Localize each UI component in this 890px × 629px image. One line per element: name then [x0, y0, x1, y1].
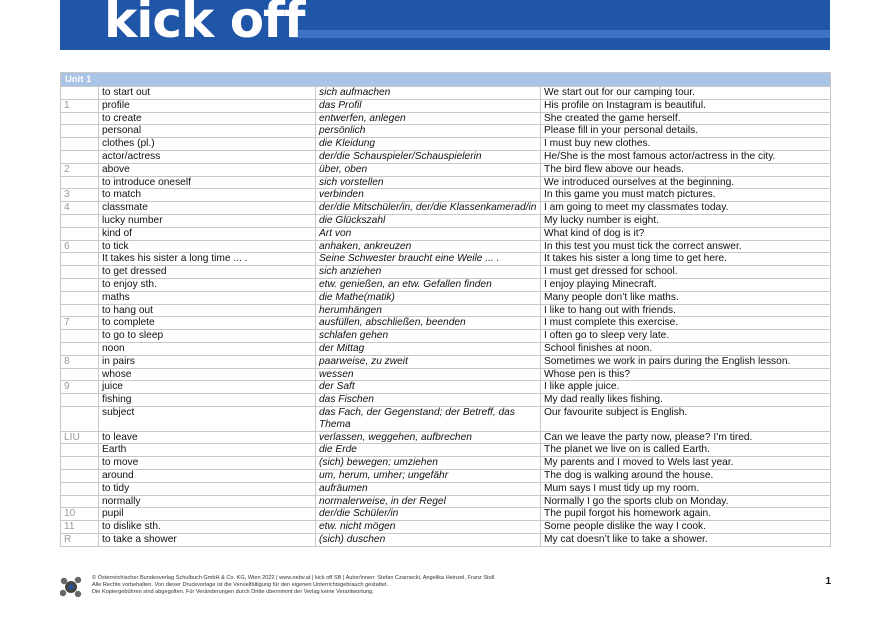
page-reference — [61, 138, 99, 151]
page-reference — [61, 469, 99, 482]
english-term: actor/actress — [99, 150, 316, 163]
german-translation: die Mathe(matik) — [316, 291, 541, 304]
example-sentence: He/She is the most famous actor/actress in the city. — [541, 150, 831, 163]
example-sentence: Normally I go the sports club on Monday. — [541, 495, 831, 508]
german-translation: schlafen gehen — [316, 330, 541, 343]
table-row — [61, 176, 831, 189]
page-reference — [61, 227, 99, 240]
english-term: to tidy — [99, 482, 316, 495]
english-term: fishing — [99, 394, 316, 407]
german-translation: (sich) bewegen; umziehen — [316, 457, 541, 470]
table-row — [61, 495, 831, 508]
english-term: to take a shower — [99, 533, 316, 546]
example-sentence: The planet we live on is called Earth. — [541, 444, 831, 457]
english-term: noon — [99, 342, 316, 355]
page-reference — [61, 176, 99, 189]
page-number: 1 — [825, 576, 831, 587]
header-banner — [60, 0, 830, 50]
table-row — [61, 368, 831, 381]
english-term: to dislike sth. — [99, 521, 316, 534]
example-sentence: The dog is walking around the house. — [541, 469, 831, 482]
example-sentence: My dad really likes fishing. — [541, 394, 831, 407]
english-term: to complete — [99, 317, 316, 330]
german-translation: persönlich — [316, 125, 541, 138]
example-sentence: I enjoy playing Minecraft. — [541, 278, 831, 291]
example-sentence: His profile on Instagram is beautiful. — [541, 99, 831, 112]
german-translation: herumhängen — [316, 304, 541, 317]
english-term: juice — [99, 381, 316, 394]
english-term: to go to sleep — [99, 330, 316, 343]
german-translation: um, herum, umher; ungefähr — [316, 469, 541, 482]
english-term: subject — [99, 406, 316, 431]
english-term: normally — [99, 495, 316, 508]
table-row — [61, 469, 831, 482]
english-term: to enjoy sth. — [99, 278, 316, 291]
banner-title: kick off — [104, 0, 305, 49]
example-sentence: We introduced ourselves at the beginning. — [541, 176, 831, 189]
english-term: to start out — [99, 87, 316, 100]
example-sentence: It takes his sister a long time to get here. — [541, 253, 831, 266]
table-row — [61, 202, 831, 215]
page-reference — [61, 214, 99, 227]
table-row — [61, 99, 831, 112]
page-reference — [61, 457, 99, 470]
english-term: classmate — [99, 202, 316, 215]
footer-copyright: © Österreichischer Bundesverlag Schulbuch GmbH & Co. KG, Wien 2022 | www.oebv.at | kick off SB | Autor/innen: Stefan Czarnecki, Angelika Heinzel, Franz Stoll — [92, 575, 495, 581]
page-reference — [61, 266, 99, 279]
english-term: to introduce oneself — [99, 176, 316, 189]
table-row — [61, 125, 831, 138]
table-row — [61, 163, 831, 176]
example-sentence: Our favourite subject is English. — [541, 406, 831, 431]
table-row — [61, 240, 831, 253]
english-term: in pairs — [99, 355, 316, 368]
table-row — [61, 253, 831, 266]
table-row — [61, 355, 831, 368]
example-sentence: What kind of dog is it? — [541, 227, 831, 240]
example-sentence: I must buy new clothes. — [541, 138, 831, 151]
page-reference — [61, 495, 99, 508]
example-sentence: Can we leave the party now, please? I’m tired. — [541, 431, 831, 444]
vocabulary-table — [60, 86, 831, 547]
table-row — [61, 112, 831, 125]
example-sentence: In this test you must tick the correct answer. — [541, 240, 831, 253]
table-row — [61, 278, 831, 291]
table-row — [61, 406, 831, 431]
page-reference — [61, 87, 99, 100]
example-sentence: I like apple juice. — [541, 381, 831, 394]
banner-stripe — [290, 30, 830, 38]
german-translation: etw. nicht mögen — [316, 521, 541, 534]
table-row — [61, 138, 831, 151]
german-translation: die Kleidung — [316, 138, 541, 151]
german-translation: der Saft — [316, 381, 541, 394]
english-term: to leave — [99, 431, 316, 444]
page-reference — [61, 125, 99, 138]
example-sentence: Please fill in your personal details. — [541, 125, 831, 138]
german-translation: sich vorstellen — [316, 176, 541, 189]
page-reference — [61, 444, 99, 457]
table-row — [61, 227, 831, 240]
german-translation: aufräumen — [316, 482, 541, 495]
german-translation: das Profil — [316, 99, 541, 112]
example-sentence: Sometimes we work in pairs during the English lesson. — [541, 355, 831, 368]
german-translation: Seine Schwester braucht eine Weile ... . — [316, 253, 541, 266]
vocabulary-list — [60, 72, 831, 547]
example-sentence: We start out for our camping tour. — [541, 87, 831, 100]
english-term: to create — [99, 112, 316, 125]
page-reference — [61, 112, 99, 125]
page-reference — [61, 330, 99, 343]
unit-header: Unit 1 — [60, 72, 831, 86]
german-translation: anhaken, ankreuzen — [316, 240, 541, 253]
example-sentence: In this game you must match pictures. — [541, 189, 831, 202]
german-translation: das Fischen — [316, 394, 541, 407]
english-term: It takes his sister a long time ... . — [99, 253, 316, 266]
page-reference: LIU — [61, 431, 99, 444]
german-translation: etw. genießen, an etw. Gefallen finden — [316, 278, 541, 291]
table-row — [61, 214, 831, 227]
german-translation: wessen — [316, 368, 541, 381]
english-term: maths — [99, 291, 316, 304]
english-term: above — [99, 163, 316, 176]
german-translation: (sich) duschen — [316, 533, 541, 546]
table-row — [61, 508, 831, 521]
example-sentence: My parents and I moved to Wels last year. — [541, 457, 831, 470]
german-translation: das Fach, der Gegenstand; der Betreff, das Thema — [316, 406, 541, 431]
page-reference — [61, 394, 99, 407]
german-translation: paarweise, zu zweit — [316, 355, 541, 368]
german-translation: Art von — [316, 227, 541, 240]
page-reference: 9 — [61, 381, 99, 394]
english-term: whose — [99, 368, 316, 381]
german-translation: verbinden — [316, 189, 541, 202]
table-row — [61, 521, 831, 534]
english-term: profile — [99, 99, 316, 112]
page-reference: 7 — [61, 317, 99, 330]
page-reference — [61, 406, 99, 431]
example-sentence: My cat doesn’t like to take a shower. — [541, 533, 831, 546]
german-translation: die Glückszahl — [316, 214, 541, 227]
page-reference — [61, 291, 99, 304]
german-translation: der/die Schauspieler/Schauspielerin — [316, 150, 541, 163]
example-sentence: She created the game herself. — [541, 112, 831, 125]
vocabulary-table-body — [61, 87, 831, 547]
table-row — [61, 304, 831, 317]
table-row — [61, 317, 831, 330]
page-reference — [61, 304, 99, 317]
example-sentence: I must complete this exercise. — [541, 317, 831, 330]
example-sentence: The bird flew above our heads. — [541, 163, 831, 176]
english-term: personal — [99, 125, 316, 138]
footer — [60, 573, 831, 603]
example-sentence: I like to hang out with friends. — [541, 304, 831, 317]
page-reference: 2 — [61, 163, 99, 176]
footer-rights: Alle Rechte vorbehalten. Von dieser Druckvorlage ist die Vervielfältigung für den eigenen Unterrichtsgebrauch gestattet. — [92, 582, 389, 589]
german-translation: über, oben — [316, 163, 541, 176]
example-sentence: Mum says I must tidy up my room. — [541, 482, 831, 495]
german-translation: normalerweise, in der Regel — [316, 495, 541, 508]
page-reference: 6 — [61, 240, 99, 253]
english-term: to hang out — [99, 304, 316, 317]
english-term: kind of — [99, 227, 316, 240]
example-sentence: School finishes at noon. — [541, 342, 831, 355]
example-sentence: My lucky number is eight. — [541, 214, 831, 227]
page-reference — [61, 482, 99, 495]
english-term: around — [99, 469, 316, 482]
table-row — [61, 533, 831, 546]
german-translation: verlassen, weggehen, aufbrechen — [316, 431, 541, 444]
page-reference — [61, 278, 99, 291]
table-row — [61, 189, 831, 202]
table-row — [61, 431, 831, 444]
page-reference: 11 — [61, 521, 99, 534]
english-term: to match — [99, 189, 316, 202]
english-term: to get dressed — [99, 266, 316, 279]
table-row — [61, 291, 831, 304]
table-row — [61, 457, 831, 470]
english-term: to tick — [99, 240, 316, 253]
example-sentence: I am going to meet my classmates today. — [541, 202, 831, 215]
german-translation: sich aufmachen — [316, 87, 541, 100]
footer-text — [92, 575, 792, 597]
german-translation: die Erde — [316, 444, 541, 457]
english-term: clothes (pl.) — [99, 138, 316, 151]
page-reference — [61, 368, 99, 381]
table-row — [61, 381, 831, 394]
page-reference: 1 — [61, 99, 99, 112]
footer-disclaimer: Die Kopiergebühren sind abgegolten. Für Veränderungen durch Dritte übernimmt der Verlag keine Verantwortung. — [92, 589, 374, 596]
table-row — [61, 330, 831, 343]
german-translation: der/die Schüler/in — [316, 508, 541, 521]
page-reference: R — [61, 533, 99, 546]
german-translation: entwerfen, anlegen — [316, 112, 541, 125]
table-row — [61, 266, 831, 279]
page-reference — [61, 342, 99, 355]
page-reference — [61, 150, 99, 163]
table-row — [61, 342, 831, 355]
german-translation: der Mittag — [316, 342, 541, 355]
page-reference: 8 — [61, 355, 99, 368]
page-reference: 4 — [61, 202, 99, 215]
german-translation: der/die Mitschüler/in, der/die Klassenkamerad/in — [316, 202, 541, 215]
page-reference: 10 — [61, 508, 99, 521]
english-term: pupil — [99, 508, 316, 521]
example-sentence: Whose pen is this? — [541, 368, 831, 381]
oebv-logo-icon — [60, 575, 82, 599]
example-sentence: I often go to sleep very late. — [541, 330, 831, 343]
example-sentence: The pupil forgot his homework again. — [541, 508, 831, 521]
table-row — [61, 444, 831, 457]
page-reference — [61, 253, 99, 266]
page-reference: 3 — [61, 189, 99, 202]
english-term: Earth — [99, 444, 316, 457]
table-row — [61, 150, 831, 163]
german-translation: sich anziehen — [316, 266, 541, 279]
german-translation: ausfüllen, abschließen, beenden — [316, 317, 541, 330]
example-sentence: Many people don’t like maths. — [541, 291, 831, 304]
example-sentence: Some people dislike the way I cook. — [541, 521, 831, 534]
table-row — [61, 482, 831, 495]
table-row — [61, 87, 831, 100]
english-term: lucky number — [99, 214, 316, 227]
english-term: to move — [99, 457, 316, 470]
example-sentence: I must get dressed for school. — [541, 266, 831, 279]
table-row — [61, 394, 831, 407]
